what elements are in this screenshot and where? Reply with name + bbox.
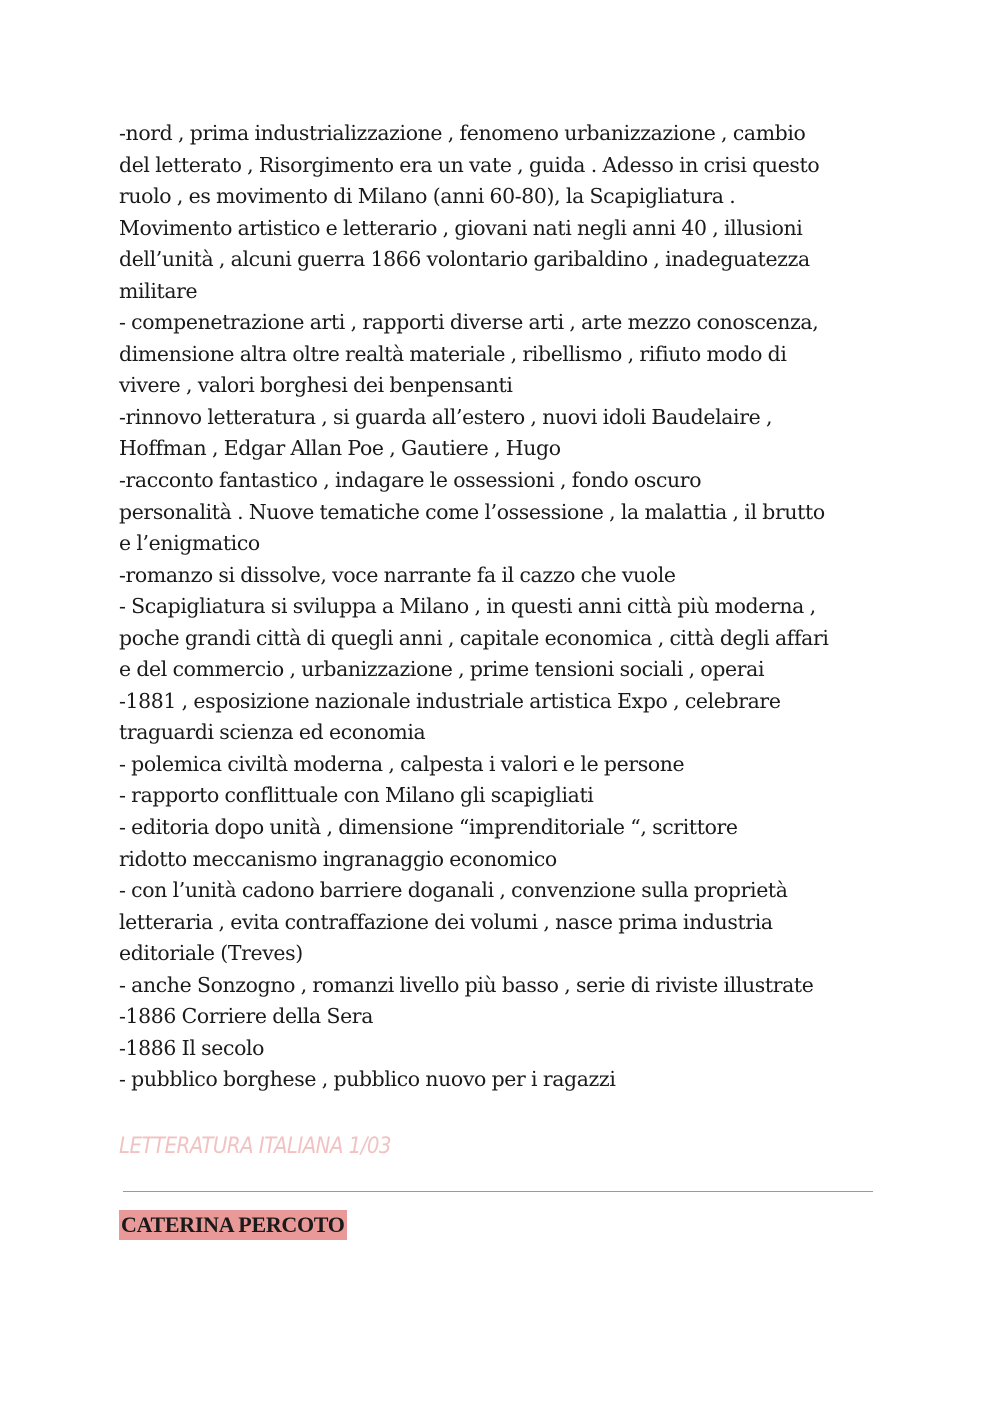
section-date-heading: LETTERATURA ITALIANA 1/03 bbox=[119, 1134, 391, 1159]
notes-line: dimensione altra oltre realtà materiale , ribellismo , rifiuto modo di bbox=[119, 341, 787, 366]
notes-line: - compenetrazione arti , rapporti diverse arti , arte mezzo conoscenza, bbox=[119, 310, 819, 335]
notes-line: militare bbox=[119, 278, 198, 303]
notes-line: - con l’unità cadono barriere doganali , convenzione sulla proprietà bbox=[119, 878, 788, 903]
notes-line: del letterato , Risorgimento era un vate , guida . Adesso in crisi questo bbox=[119, 152, 820, 177]
notes-line: -1886 Il secolo bbox=[119, 1035, 265, 1060]
notes-line: letteraria , evita contraffazione dei volumi , nasce prima industria bbox=[119, 909, 773, 934]
notes-line: - anche Sonzogno , romanzi livello più basso , serie di riviste illustrate bbox=[119, 972, 814, 997]
notes-line: poche grandi città di quegli anni , capitale economica , città degli affari bbox=[119, 625, 829, 650]
notes-line: - rapporto conflittuale con Milano gli scapigliati bbox=[119, 783, 594, 808]
notes-line: e l’enigmatico bbox=[119, 531, 260, 556]
notes-line: ruolo , es movimento di Milano (anni 60-80), la Scapigliatura . bbox=[119, 184, 736, 209]
notes-line: -1881 , esposizione nazionale industriale artistica Expo , celebrare bbox=[119, 688, 781, 713]
notes-line: - editoria dopo unità , dimensione “imprenditoriale “, scrittore bbox=[119, 815, 738, 840]
notes-line: personalità . Nuove tematiche come l’ossessione , la malattia , il brutto bbox=[119, 499, 825, 524]
notes-line: -1886 Corriere della Sera bbox=[119, 1004, 374, 1029]
notes-line: vivere , valori borghesi dei benpensanti bbox=[119, 373, 513, 398]
notes-line: e del commercio , urbanizzazione , prime tensioni sociali , operai bbox=[119, 657, 765, 682]
notes-line: dell’unità , alcuni guerra 1866 volontario garibaldino , inadeguatezza bbox=[119, 247, 810, 272]
notes-line: - pubblico borghese , pubblico nuovo per i ragazzi bbox=[119, 1067, 616, 1092]
notes-line: Movimento artistico e letterario , giovani nati negli anni 40 , illusioni bbox=[119, 215, 803, 240]
notes-line: traguardi scienza ed economia bbox=[119, 720, 426, 745]
notes-line: -nord , prima industrializzazione , fenomeno urbanizzazione , cambio bbox=[119, 121, 806, 145]
notes-line: editoriale (Treves) bbox=[119, 941, 303, 966]
notes-line: Hoffman , Edgar Allan Poe , Gautiere , Hugo bbox=[119, 436, 561, 461]
notes-line: -racconto fantastico , indagare le ossessioni , fondo oscuro bbox=[119, 468, 702, 493]
notes-line: ridotto meccanismo ingranaggio economico bbox=[119, 846, 557, 871]
author-heading: CATERINA PERCOTO bbox=[119, 1210, 347, 1240]
notes-line: - polemica civiltà moderna , calpesta i valori e le persone bbox=[119, 751, 685, 776]
notes-line: -rinnovo letteratura , si guarda all’estero , nuovi idoli Baudelaire , bbox=[119, 404, 773, 429]
section-divider bbox=[123, 1191, 873, 1192]
notes-line: - Scapigliatura si sviluppa a Milano , in questi anni città più moderna , bbox=[119, 594, 816, 619]
notes-line: -romanzo si dissolve, voce narrante fa il cazzo che vuole bbox=[119, 562, 676, 587]
notes-body bbox=[119, 118, 889, 1096]
